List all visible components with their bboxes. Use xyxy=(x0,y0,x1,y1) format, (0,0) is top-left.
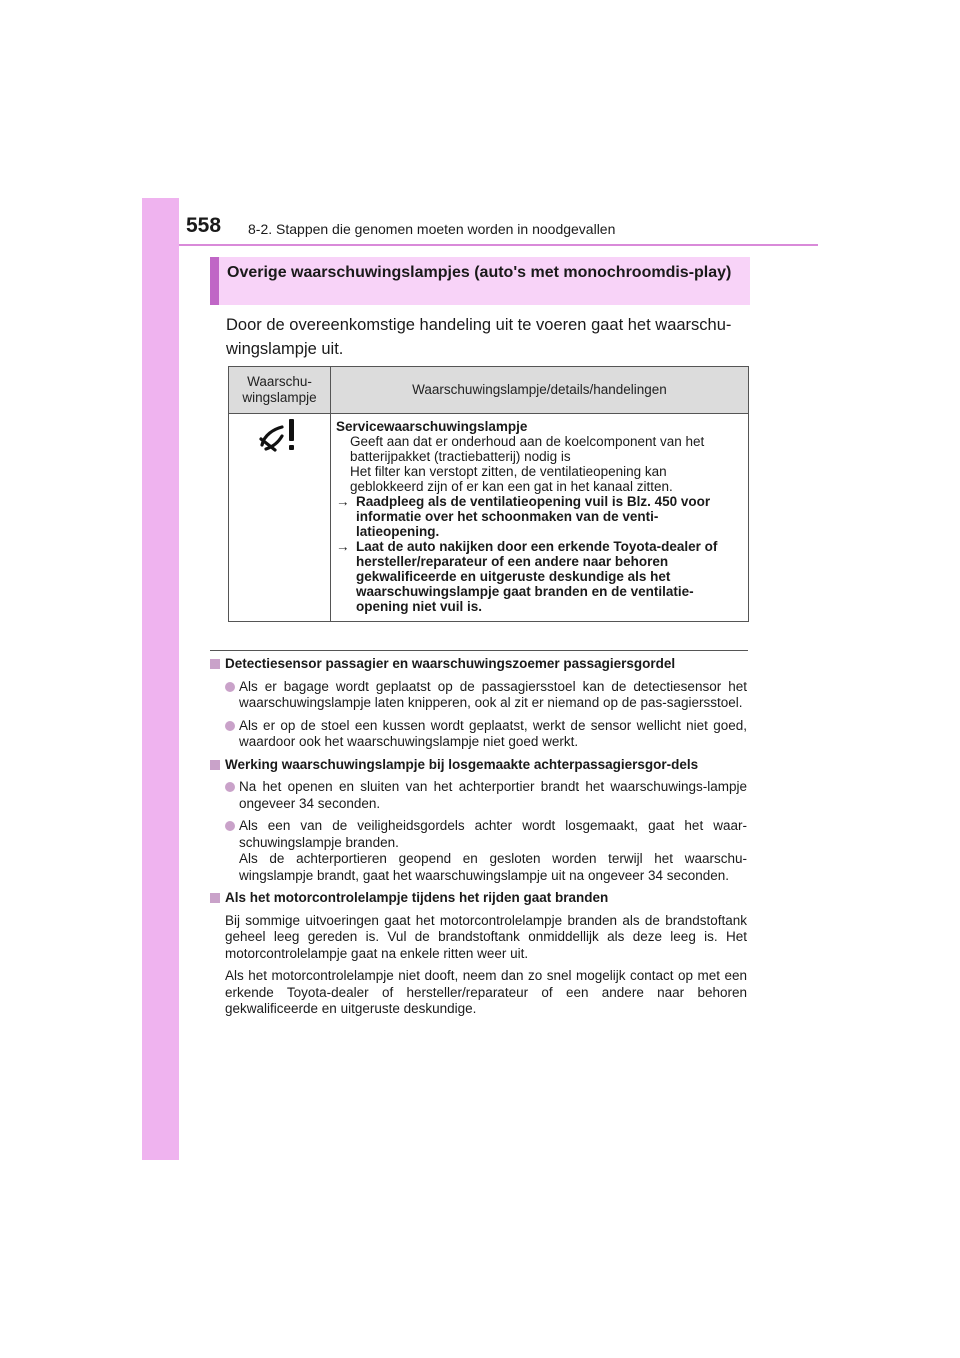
square-bullet-icon xyxy=(210,659,220,669)
action-step-text: Laat de auto nakijken door een erkende Toyota-dealer of hersteller/reparateur of een andere naar behoren gekwalificeerde en uitgeruste deskundige als het waarschuwingslampje gaat branden en de ventilatie-opening niet vuil is. xyxy=(356,539,718,614)
note-paragraph: Bij sommige uitvoeringen gaat het motorcontrolelampje branden als de brandstoftank geheel leeg gereden is. Vul de brandstoftank onmiddellijk als deze leeg is. Het motorcontrolelampje gaat na enkele ritten weer uit. xyxy=(225,912,747,961)
detail-line: Geeft aan dat er onderhoud aan de koelcomponent van het batterijpakket (tractiebatterij) nodig is xyxy=(350,434,705,464)
detail-line: Het filter kan verstopt zitten, de ventilatieopening kan geblokkeerd zijn of er kan een gat in het kanaal zitten. xyxy=(350,464,673,494)
note-bullet: Als er op de stoel een kussen wordt geplaatst, werkt de sensor wellicht niet goed, waardoor ook het waarschuwingslampje niet goed werkt. xyxy=(210,718,747,751)
section-heading: Overige waarschuwingslampjes (auto's met monochroomdis-play) xyxy=(227,264,732,281)
note-heading: Detectiesensor passagier en waarschuwingszoemer passagiersgordel xyxy=(210,656,747,673)
lamp-icon-cell xyxy=(229,414,331,622)
lamp-details-cell xyxy=(331,414,749,622)
intro-text: Door de overeenkomstige handeling uit te voeren gaat het waarschu-wingslampje uit. xyxy=(226,316,732,358)
chapter-side-band xyxy=(142,198,179,1160)
note-bullet: Als een van de veiligheidsgordels achter wordt losgemaakt, gaat het waar-schuwingslampje branden. Als de achterportieren geopend en gesloten worden terwijl het waarschu-wingslampje brandt, gaat het waarschuwingslampje uit na ongeveer 34 seconden. xyxy=(210,818,747,884)
square-bullet-icon xyxy=(210,893,220,903)
section-heading-box xyxy=(210,257,750,305)
round-bullet-icon xyxy=(225,821,235,831)
round-bullet-icon xyxy=(225,682,235,692)
round-bullet-icon xyxy=(225,721,235,731)
service-warning-icon xyxy=(256,415,304,455)
section-title: 8-2. Stappen die genomen moeten worden in noodgevallen xyxy=(248,221,616,237)
column-header-details: Waarschuwingslampje/details/handelingen xyxy=(331,367,749,414)
arrow-icon: → xyxy=(336,539,350,554)
action-step xyxy=(336,494,740,539)
action-step-text: Raadpleeg als de ventilatieopening vuil is Blz. 450 voor informatie over het schoonmaken van de venti-latieopening. xyxy=(356,494,711,539)
arrow-icon: → xyxy=(336,494,350,509)
notes-separator xyxy=(210,650,748,651)
table-row xyxy=(229,414,749,622)
note-paragraph: Als het motorcontrolelampje niet dooft, neem dan zo snel mogelijk contact op met een erkende Toyota-dealer of hersteller/reparateur of een andere naar behoren gekwalificeerde en uitgeruste deskundige. xyxy=(225,968,747,1016)
note-heading: Als het motorcontrolelampje tijdens het rijden gaat branden xyxy=(210,890,747,907)
action-step xyxy=(336,539,740,614)
notes-section xyxy=(210,656,747,1024)
note-bullet: Na het openen en sluiten van het achterportier brandt het waarschuwings-lampje ongeveer 34 seconden. xyxy=(210,779,747,812)
header-rule xyxy=(179,244,818,246)
page-number: 558 xyxy=(186,214,222,237)
round-bullet-icon xyxy=(225,782,235,792)
note-heading: Werking waarschuwingslampje bij losgemaakte achterpassagiersgor-dels xyxy=(210,757,747,774)
lamp-title: Servicewaarschuwingslampje xyxy=(336,419,528,434)
note-bullet: Als er bagage wordt geplaatst op de passagiersstoel kan de detectiesensor het waarschuwingslampje laten knipperen, ook al zit er niemand op de pas-sagiersstoel. xyxy=(210,679,747,712)
warning-lamp-table xyxy=(228,366,749,622)
section-heading-bar xyxy=(210,257,219,305)
square-bullet-icon xyxy=(210,760,220,770)
column-header-lamp: Waarschu-wingslampje xyxy=(229,367,331,414)
table-header-row xyxy=(229,367,749,414)
